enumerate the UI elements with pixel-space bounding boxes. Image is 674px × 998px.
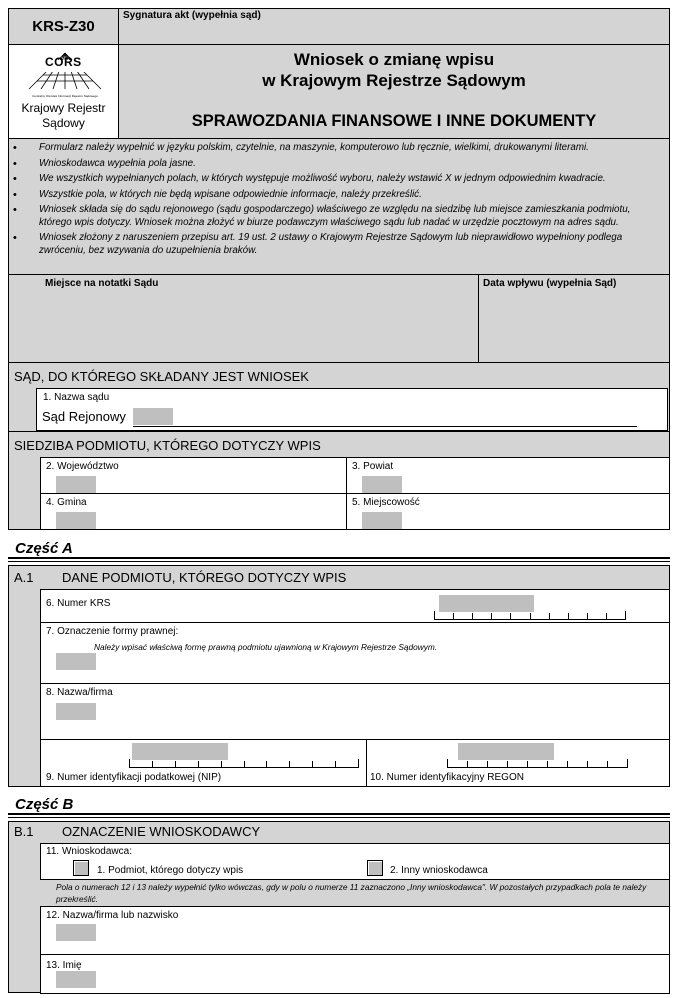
title-line1: Wniosek o zmianę wpisu xyxy=(293,50,495,69)
first-name-field xyxy=(40,954,670,994)
digit-tick xyxy=(607,761,608,767)
court-name-input[interactable] xyxy=(133,408,173,425)
part-b-rule xyxy=(8,813,670,815)
logo-cell xyxy=(8,44,119,139)
voivodeship-label: 2. Województwo xyxy=(46,461,119,472)
part-a-rule-thin xyxy=(8,561,670,562)
krs-number-input[interactable] xyxy=(439,595,534,612)
digit-tick xyxy=(312,761,313,767)
nip-field xyxy=(40,739,367,787)
digit-tick xyxy=(567,761,568,767)
digit-tick xyxy=(625,611,626,619)
regon-label: 10. Numer identyfikacyjny REGON xyxy=(370,772,524,783)
title-line2: w Krajowym Rejestrze Sądowym xyxy=(262,71,526,90)
instructions-box xyxy=(8,138,670,275)
logo-subtext: Centralny Ośrodek Informacji Rejestru Sądowego xyxy=(32,94,98,98)
digit-tick xyxy=(129,759,130,767)
logo-text: CORS xyxy=(45,55,82,69)
instruction-item: • Wniosek złożony z naruszeniem przepisu art. 19 ust. 2 ustawy o Krajowym Rejestrze Sądowym lub nieprawidłowo wypełniony podlega zwróceniu, bez wzywania do uzupełnienia braków. xyxy=(9,232,659,257)
locality-field xyxy=(346,493,670,530)
part-b-rule-thin xyxy=(8,817,670,818)
seat-section-header: SIEDZIBA PODMIOTU, KTÓREGO DOTYCZY WPIS xyxy=(14,438,321,453)
digit-tick xyxy=(266,761,267,767)
applicant-name-field xyxy=(40,906,670,955)
nip-ticks xyxy=(129,759,359,768)
legal-form-field xyxy=(40,622,670,684)
instruction-item: • We wszystkich wypełnianych polach, w których występuje możliwość wyboru, należy wstawić X w jednym odpowiednim kwadracie. xyxy=(9,173,659,186)
digit-tick xyxy=(491,613,492,619)
digit-tick xyxy=(453,613,454,619)
digit-tick xyxy=(510,613,511,619)
entity-name-input[interactable] xyxy=(56,703,96,720)
krs-number-label: 6. Numer KRS xyxy=(46,598,111,609)
date-received-area xyxy=(478,274,670,363)
digit-tick xyxy=(175,761,176,767)
digit-tick xyxy=(472,613,473,619)
form-code: KRS-Z30 xyxy=(32,18,95,35)
applicant-name-label: 12. Nazwa/firma lub nazwisko xyxy=(46,910,179,921)
digit-tick xyxy=(549,613,550,619)
county-input[interactable] xyxy=(362,476,402,493)
entity-name-field xyxy=(40,683,670,740)
locality-label: 5. Miejscowość xyxy=(352,497,420,508)
first-name-input[interactable] xyxy=(56,971,96,988)
court-name-field xyxy=(36,388,668,431)
part-b-title: Część B xyxy=(15,796,74,813)
part-a-rule xyxy=(8,557,670,559)
title-cell xyxy=(118,44,670,139)
entity-name-label: 8. Nazwa/firma xyxy=(46,687,113,698)
part-b-section-num: B.1 xyxy=(14,824,34,839)
digit-tick xyxy=(587,613,588,619)
digit-tick xyxy=(530,613,531,619)
legal-form-input[interactable] xyxy=(56,653,96,670)
applicant-name-input[interactable] xyxy=(56,924,96,941)
applicant-option2-label: 2. Inny wnioskodawca xyxy=(390,865,488,876)
krs-number-field xyxy=(40,589,670,623)
digit-tick xyxy=(568,613,569,619)
digit-tick xyxy=(221,761,222,767)
voivodeship-input[interactable] xyxy=(56,476,96,493)
part-a-section-title: DANE PODMIOTU, KTÓREGO DOTYCZY WPIS xyxy=(62,570,347,585)
subtitle: SPRAWOZDANIA FINANSOWE I INNE DOKUMENTY xyxy=(191,112,597,130)
digit-tick xyxy=(587,761,588,767)
court-name-label: 1. Nazwa sądu xyxy=(43,392,110,403)
signature-label: Sygnatura akt (wypełnia sąd) xyxy=(123,10,261,21)
date-received-label: Data wpływu (wypełnia Sąd) xyxy=(483,278,617,289)
applicant-option2-checkbox[interactable] xyxy=(367,860,383,876)
digit-tick xyxy=(244,761,245,767)
part-a-title: Część A xyxy=(15,540,73,557)
krs-number-ticks xyxy=(434,611,626,620)
legal-form-label: 7. Oznaczenie formy prawnej: xyxy=(46,626,179,637)
digit-tick xyxy=(358,759,359,767)
applicant-hint: Pola o numerach 12 i 13 należy wypełnić tylko wówczas, gdy w polu o numerze 11 zaznaczono „Inny wnioskodawca". W pozostałych przypadkach pola te należy przekreślić. xyxy=(56,882,647,904)
digit-tick xyxy=(289,761,290,767)
court-name-prefix: Sąd Rejonowy xyxy=(42,409,126,424)
nip-label: 9. Numer identyfikacji podatkowej (NIP) xyxy=(46,772,222,783)
digit-tick xyxy=(547,761,548,767)
form-code-cell xyxy=(8,8,119,45)
commune-field xyxy=(40,493,347,530)
court-name-underline xyxy=(133,426,637,427)
legal-form-hint: Należy wpisać właściwą formę prawną podmiotu ujawnioną w Krajowym Rejestrze Sądowym. xyxy=(94,642,438,652)
instruction-item: • Formularz należy wypełnić w języku polskim, czytelnie, na maszynie, komputerowo lub ręcznie, wielkimi, drukowanymi literami. xyxy=(9,142,659,155)
instruction-item: • Wnioskodawca wypełnia pola jasne. xyxy=(9,158,659,171)
instruction-item: • Wniosek składa się do sądu rejonowego (sądu gospodarczego) właściwego ze względu na siedzibę lub miejsce zamieszkania podmiotu, którego wpis dotyczy. Wniosek można złożyć w biurze podawczym właściwego sądu lub nadać w urzędzie pocztowym na adres sądu. xyxy=(9,204,659,229)
registry-name: Krajowy Rejestr Sądowy xyxy=(21,101,106,130)
regon-ticks xyxy=(447,759,628,768)
digit-tick xyxy=(198,761,199,767)
court-section-header: SĄD, DO KTÓREGO SKŁADANY JEST WNIOSEK xyxy=(14,369,309,384)
instructions-list xyxy=(9,142,659,257)
applicant-option1-checkbox[interactable] xyxy=(73,860,89,876)
first-name-label: 13. Imię xyxy=(46,960,82,971)
digit-tick xyxy=(627,759,628,767)
digit-tick xyxy=(152,761,153,767)
court-notes-label: Miejsce na notatki Sądu xyxy=(45,278,159,289)
digit-tick xyxy=(467,761,468,767)
digit-tick xyxy=(527,761,528,767)
applicant-field xyxy=(40,843,670,880)
digit-tick xyxy=(606,613,607,619)
applicant-label: 11. Wnioskodawca: xyxy=(46,846,132,857)
regon-input[interactable] xyxy=(458,743,554,760)
signature-cell xyxy=(118,8,670,45)
commune-label: 4. Gmina xyxy=(46,497,87,508)
voivodeship-field xyxy=(40,457,347,494)
commune-input[interactable] xyxy=(56,512,96,529)
part-a-section-num: A.1 xyxy=(14,570,34,585)
county-label: 3. Powiat xyxy=(352,461,394,472)
locality-input[interactable] xyxy=(362,512,402,529)
instruction-item: • Wszystkie pola, w których nie będą wpisane odpowiednie informacje, należy przekreślić. xyxy=(9,189,659,202)
digit-tick xyxy=(507,761,508,767)
part-b-section-title: OZNACZENIE WNIOSKODAWCY xyxy=(62,824,261,839)
digit-tick xyxy=(487,761,488,767)
digit-tick xyxy=(335,761,336,767)
county-field xyxy=(346,457,670,494)
court-notes-area xyxy=(8,274,479,363)
digit-tick xyxy=(447,759,448,767)
regon-field xyxy=(366,739,670,787)
nip-input[interactable] xyxy=(132,743,228,760)
digit-tick xyxy=(434,611,435,619)
applicant-option1-label: 1. Podmiot, którego dotyczy wpis xyxy=(97,865,244,876)
